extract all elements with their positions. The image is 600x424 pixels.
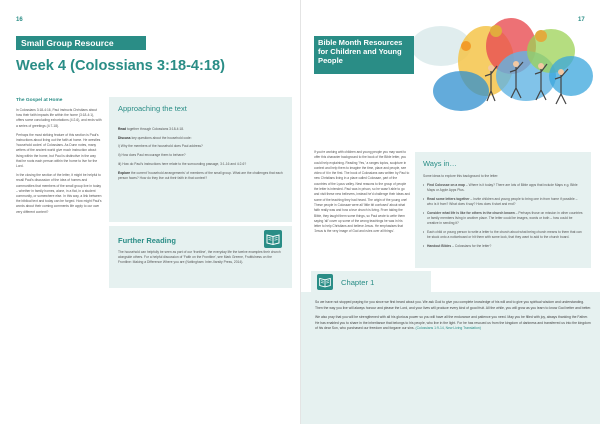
ways-in-item-text: – Colossians for the letter? — [451, 244, 492, 249]
chapter-citation: (Colossians 1:9-14, New Living Translation) — [415, 326, 481, 331]
ways-in-item-text: – Where is it today? There are lots of Bible apps that include Maps e.g. Bible Maps or Apple Apps Plus. — [427, 183, 578, 193]
approach-item-text: key questions about the household code: — [130, 135, 192, 140]
ways-in-item-lead: Find Colossae on a map — [427, 183, 465, 188]
ways-in-item-lead: Consider what life is like for others in the church known — [427, 211, 515, 216]
ways-in-item-text: – Perhaps those on mission in other countries or family members living in another place. The letter could be images, words or both – how could be creative in sending it? — [427, 211, 583, 226]
ways-in-item-text: Each child or young person to write a letter to the church about what being church means to them that can be stuck onto a noticeboard or hit them with some look, that they want to add to the church board. — [427, 230, 582, 240]
ways-in-item-lead: Read some letters together — [427, 197, 470, 202]
approach-heading: Approaching the text — [118, 104, 187, 113]
approach-item — [118, 162, 283, 167]
ways-in-heading: Ways in… — [423, 159, 457, 168]
approach-item-text: together through Colossians 3:18-4:18. — [126, 127, 184, 131]
splash-children-graphic — [401, 6, 600, 136]
gospel-heading: The Gospel at Home — [16, 98, 63, 103]
approach-item-lead: Explore — [118, 170, 131, 175]
children-intro-text: If you're working with children and young people you may want to offer this character background to the book of the Bible letter, you could help explaining. Reading 'Yes,' a ranges topics, sculpture in context and help them to imagine the time, place and people, see video of it in the first. The book of Colossians was written by Paul to new Christians living in a place called Colossae, part of the countries of the Lycus valley. Nest reasons to the group of people the letter is intended. Paul was in prison, so he wasn't able to go and visit these new believers, instead he'd challenge their ideas and some of the teaching they had heard. The origin of the young one! These people in Colossae were all 'little bit confused' about what faith really was and how a true church is living. From taking the Bible, they taught them some things, so Paul wrote to write them saying 'all' cover up some of the wrong teachings he was in his letter to help Christians and believe Jesus. He emphasises that 'Jesus is the very image of God and rules over all things'. — [314, 150, 410, 234]
gospel-paragraph: In Colossians 3:18-4:16, Paul instructs Christians about how their faith impacts life within the home (3:18-4:1), offers some concluding exhortations (4:2-6), and ends with a series of greetings (4:7-18). — [16, 108, 102, 128]
approach-item-text: ii) How does Paul encourage them to behave? — [118, 153, 186, 158]
gospel-paragraph: In the closing the section of the letter, it might be helpful to recall Paul's discussion of the idea of homes and communities that members of the small group live in today – whether in family homes, alone, in a flat, in a student community, or somewhere else. In this way, a link between the biblical text and today can be forged. How might Paul's words about their coming comments life apply to our own very different context? — [16, 173, 102, 214]
page-number-right: 17 — [578, 17, 585, 23]
approach-item — [118, 136, 283, 141]
approach-item-lead: Read — [118, 127, 127, 131]
ways-in-item — [423, 183, 583, 193]
ways-in-item-text: – Invite children and young people to bring one in from home if possible – who is it from? What does it say? How does it start and end? — [427, 197, 578, 207]
ways-in-intro: Some ideas to explore this background to the letter: — [423, 174, 499, 178]
book-open-icon — [317, 274, 333, 290]
ways-in-item — [423, 244, 583, 249]
ways-in-item — [423, 197, 583, 207]
approach-item-text: i) Why the members of the household does Paul address? — [118, 144, 203, 149]
gospel-body — [16, 108, 102, 219]
banner-title: Bible Month Resources for Children and Young People — [314, 36, 414, 74]
approach-item — [118, 171, 283, 181]
ways-in-box — [415, 152, 591, 268]
ways-in-item-lead: Handout Bibles — [427, 244, 452, 249]
further-reading-heading: Further Reading — [118, 236, 176, 245]
page-title: Week 4 (Colossians 3:18-4:18) — [16, 58, 225, 74]
approach-box — [109, 97, 292, 222]
chapter-text — [300, 300, 592, 336]
right-page — [300, 0, 600, 424]
ways-in-item — [423, 211, 583, 227]
approach-item — [118, 127, 283, 132]
approach-item — [118, 144, 283, 149]
chapter-paragraph: So we have not stopped praying for you since we first heard about you. We ask God to give you complete knowledge of his will and to give you spiritual wisdom and understanding. Then the way you live will always honour and please the Lord, and your lives will produce every kind of good fruit. All the while, you will grow as you learn to know God better and better. — [315, 300, 592, 310]
gospel-paragraph: Perhaps the most striking feature of this section is Paul's instructions about living out the faith at home. He wrestles 'household codes' of Colossians. As Dunn notes, many writers of the ancient world give much instruction about living within the home, but Paul is distinctive in the way that he roots each person within the home to live for the Lord. — [16, 132, 101, 169]
chapter-paragraph-with-citation — [315, 315, 592, 332]
approach-item — [118, 153, 283, 158]
chapter-paragraph: We also pray that you will be strengthened with all his glorious power so you will have all the endurance and patience you need. May you be filled with joy, always thanking the Father. He has enabled you to share in the inheritance that belongs to his people, who live in the light. For he has rescued us from the kingdom of darkness and transferred us into the kingdom of his dear Son, who purchased our freedom and forgave our sins. — [315, 315, 591, 331]
section-tag: Small Group Resource — [16, 36, 146, 50]
book-open-icon — [264, 230, 282, 248]
further-reading-text: The household can helpfully be seen as part of our 'frontline', the everyday life the twelve examples their church alongside others. For a helpful discussion of 'Faith on the Frontline', see Mark Greene, Fruitfulness on the Frontline: Making a Difference Where you are (Nottingham: Inter-Varsity Press, 2014). — [118, 250, 281, 265]
ways-in-item — [423, 230, 583, 240]
approach-item-lead: Discuss — [118, 135, 131, 140]
approach-item-text: iii) How do Paul's instructions here relate to the surrounding passage, 3:1-16 and 4:2-6? — [118, 161, 247, 166]
approach-item-text: the current 'household arrangements' of members of the small group. What are the challenges that each person faces? How do they live out their faith in that context? — [118, 170, 283, 180]
page-number-left: 16 — [16, 17, 23, 23]
chapter-heading: Chapter 1 — [341, 278, 375, 287]
